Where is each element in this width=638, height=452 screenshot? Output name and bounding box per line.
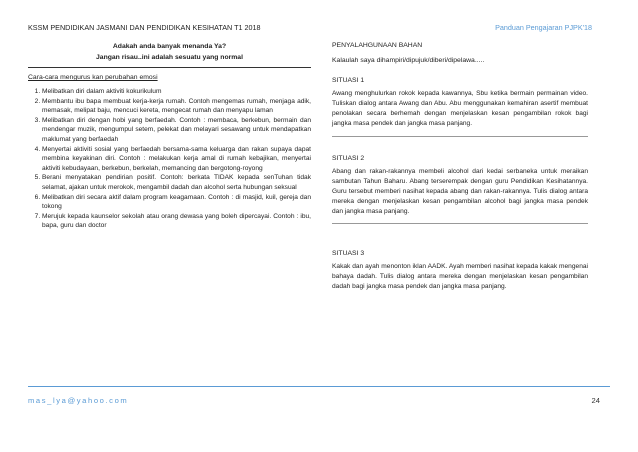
blank-prompt: Kalaulah saya dihampiri/dipujuk/diberi/dipelawa..... [332,57,485,64]
intro-line-1: Adakah anda banyak menanda Ya? [112,43,227,50]
situation-title: SITUASI 1 [332,77,365,84]
left-column [28,42,311,231]
right-column [332,42,588,292]
tip-item: 5. Berani menyatakan pendirian positif. Contoh: berkata TIDAK kepada senTuhan tidak selamat, ajakan untuk merokok, mengambil dadah dan alcohol serta hubungan seksual [42,173,311,192]
header-title: KSSM PENDIDIKAN JASMANI DAN PENDIDIKAN KESIHATAN T1 2018 [28,23,261,32]
right-heading: PENYALAHGUNAAN BAHAN [332,42,423,49]
situation-block [332,155,588,217]
divider [28,67,311,68]
tip-item: 1. Melibatkan diri dalam aktiviti kokurikulum [42,87,311,97]
tips-list [28,87,311,231]
situation-block [332,250,588,292]
footer-email: mas_lya@yahoo.com [28,396,129,405]
tip-item: 4. Menyertai aktiviti sosial yang berfaedah bersama-sama keluarga dan rakan supaya dapat membina keyakinan diri. Contoh : melakukan kerja amal di rumah kebajikan, menyertai aktiviti kebudayaan, berkebun, berkelah, memancing dan bergotong-royong [42,145,311,174]
intro-line-2: Jangan risau..ini adalah sesuatu yang normal [96,53,243,61]
answer-line [332,223,588,224]
tip-item: 7. Merujuk kepada kaunselor sekolah atau orang dewasa yang boleh dipercayai. Contoh : ibu, bapa, guru dan doctor [42,212,311,231]
tip-item: 2. Membantu ibu bapa membuat kerja-kerja rumah. Contoh mengemas rumah, menjaga adik, memasak, melipat baju, mencuci kereta, mengecat rumah dan menyapu laman [42,97,311,116]
situation-block [332,77,588,129]
header-guide-title: Panduan Pengajaran PJPK'18 [495,23,592,32]
situation-text: Awang menghulurkan rokok kepada kawannya, Sbu ketika bermain permainan video. Tuliskan dialog antara Awang dan Abu. Abu menggunakan kemahiran asertif membuat penolakan secara berhemah dengan menjelaskan kesan pengambilan rokok bagi jangka masa pendek dan jangka masa panjang. [332,90,588,127]
tip-item: 6. Melibatkan diri secara aktif dalam program keagamaan. Contoh : di masjid, kuil, gereja dan tokong [42,193,311,212]
situation-title: SITUASI 3 [332,250,365,257]
section-title: Cara-cara mengurus kan perubahan emosi [28,74,158,81]
intro-box [28,42,311,63]
situation-text: Abang dan rakan-rakannya membeli alcohol dari kedai serbaneka untuk meraikan sambutan Tahun Baharu. Abang terserempak dengan guru Pendidikan Kesihatannya. Guru tersebut memberi nasihat kepada abang dan rakan-rakannya. Tulis dialog antara mereka dengan menjelaskan kesan pengambilan alcohol bagi jangka masa pendek dan jangka masa panjang. [332,168,588,215]
footer-divider [28,386,610,387]
situation-title: SITUASI 2 [332,155,365,162]
tip-item: 3. Melibatkan diri dengan hobi yang berfaedah. Contoh : membaca, berkebun, bermain dan mendengar muzik, mengumpul setem, pelekat dan melayari sesawang untuk mendapatkan maklumat yang berfaedah [42,116,311,145]
page-number: 24 [591,396,600,405]
answer-line [332,136,588,137]
situation-text: Kakak dan ayah menonton iklan AADK. Ayah memberi nasihat kepada kakak mengenai bahaya dadah. Tulis dialog antara mereka dengan menjelaskan kesan pengambilan dadah bagi jangka masa pendek dan jangka masa panjang. [332,263,588,290]
